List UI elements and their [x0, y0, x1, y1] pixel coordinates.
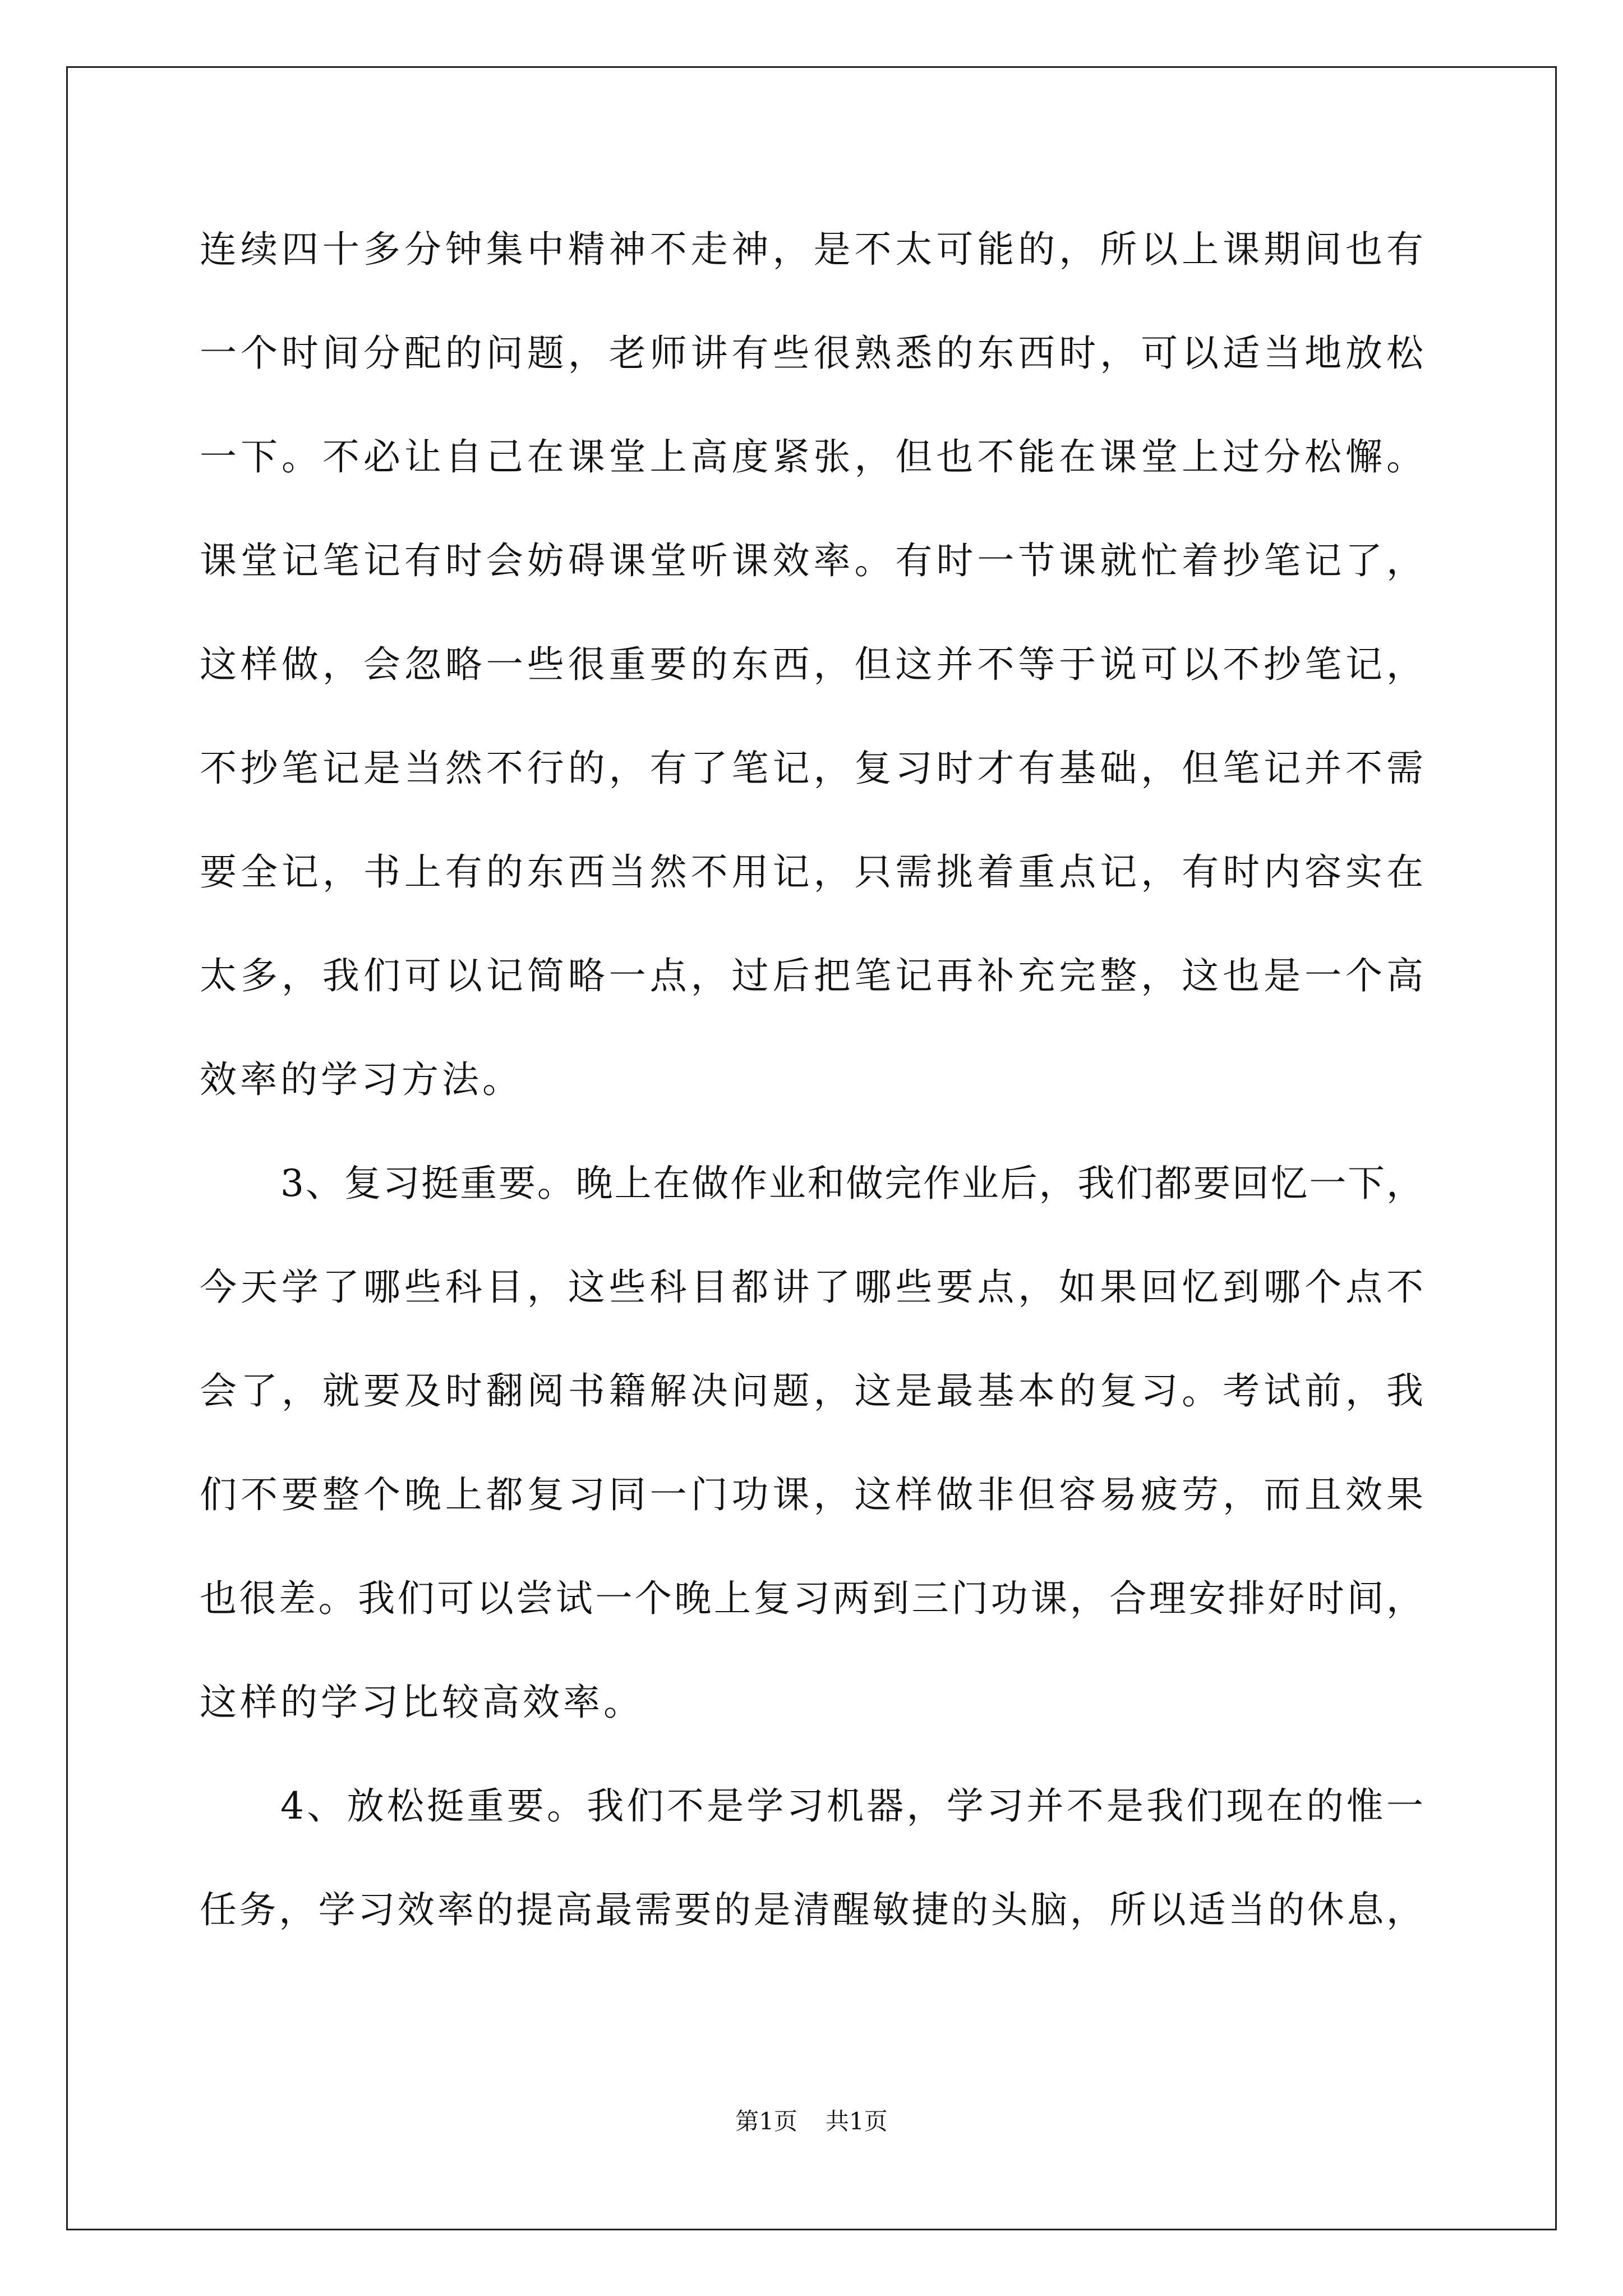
text-line: 连续四十多分钟集中精神不走神，是不太可能的，所以上课期间也有 [200, 228, 1423, 271]
text-line: 效率的学习方法。 [200, 1058, 523, 1101]
text-line: 太多，我们可以记简略一点，过后把笔记再补充完整，这也是一个高 [200, 954, 1423, 997]
paragraph-3-first-line: 3、复习挺重要。晚上在做作业和做完作业后，我们都要回忆一下， [280, 1162, 1423, 1205]
page-footer [0, 2105, 1623, 2138]
text-line: 今天学了哪些科目，这些科目都讲了哪些要点，如果回忆到哪个点不 [200, 1266, 1423, 1309]
text-line: 要全记，书上有的东西当然不用记，只需挑着重点记，有时内容实在 [200, 850, 1423, 894]
text-line: 一个时间分配的问题，老师讲有些很熟悉的东西时，可以适当地放松 [200, 332, 1423, 375]
text-line: 们不要整个晚上都复习同一门功课，这样做非但容易疲劳，而且效果 [200, 1473, 1423, 1516]
paragraph-4-first-line: 4、放松挺重要。我们不是学习机器，学习并不是我们现在的惟一 [280, 1784, 1423, 1828]
text-line: 也很差。我们可以尝试一个晚上复习两到三门功课，合理安排好时间， [200, 1577, 1423, 1620]
text-line: 会了，就要及时翻阅书籍解决问题，这是最基本的复习。考试前，我 [200, 1369, 1423, 1412]
text-line: 这样的学习比较高效率。 [200, 1681, 644, 1724]
text-line: 课堂记笔记有时会妨碍课堂听课效率。有时一节课就忙着抄笔记了， [200, 539, 1423, 582]
page-number: 第1页 [735, 2108, 797, 2135]
text-line: 任务，学习效率的提高最需要的是清醒敏捷的头脑，所以适当的休息， [200, 1888, 1423, 1931]
page-total: 共1页 [826, 2108, 888, 2135]
text-line: 一下。不必让自己在课堂上高度紧张，但也不能在课堂上过分松懈。 [200, 435, 1423, 478]
text-line: 不抄笔记是当然不行的，有了笔记，复习时才有基础，但笔记并不需 [200, 747, 1423, 790]
text-line: 这样做，会忽略一些很重要的东西，但这并不等于说可以不抄笔记， [200, 643, 1423, 686]
